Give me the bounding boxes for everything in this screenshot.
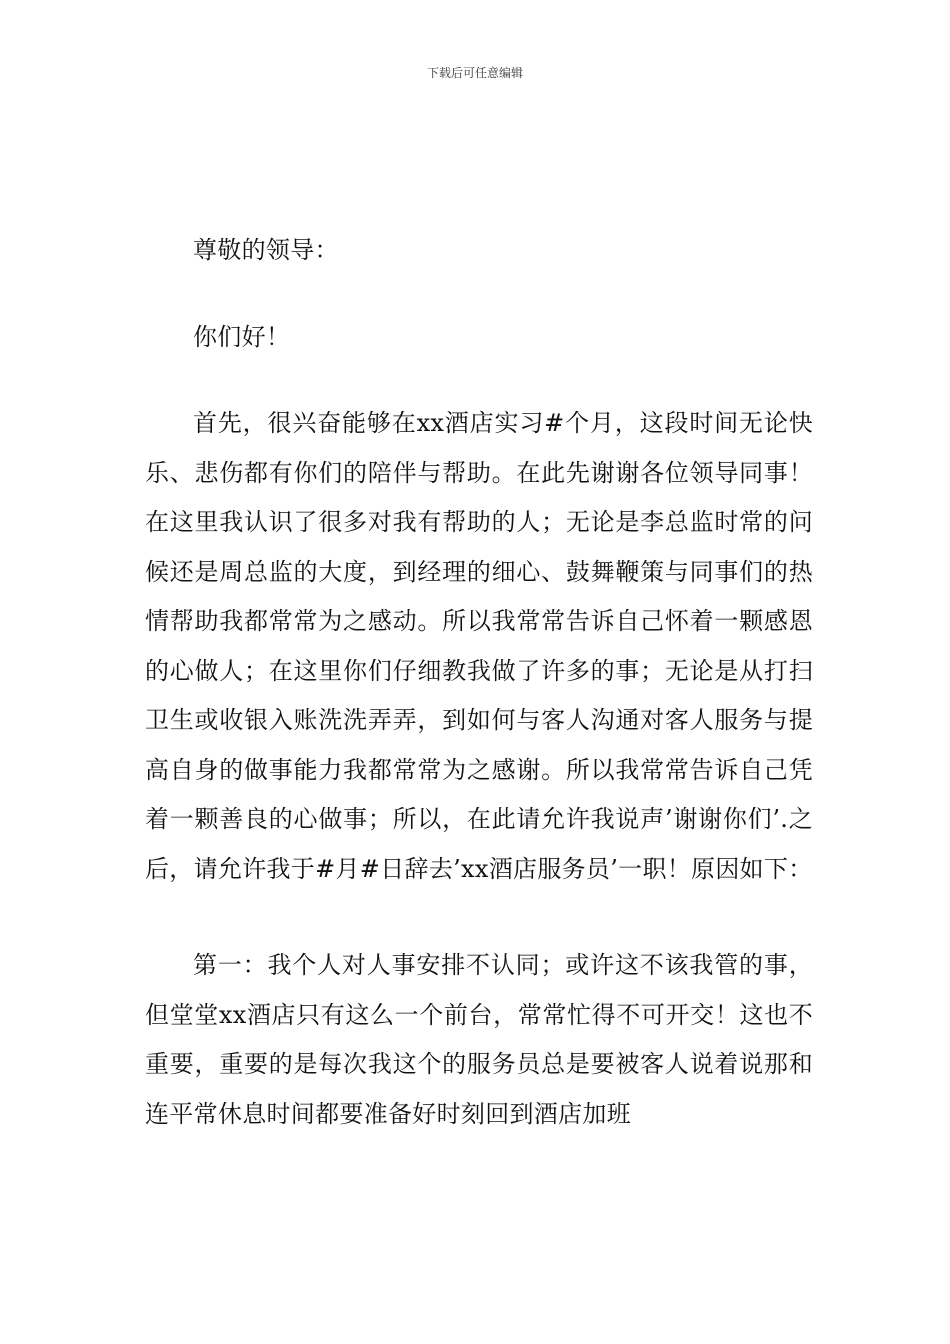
page-header-note: 下载后可任意编辑 — [426, 66, 523, 80]
letter-body — [145, 226, 813, 1139]
greeting: 你们好！ — [193, 322, 291, 351]
salutation: 尊敬的领导： — [193, 236, 339, 264]
paragraph-intro: 首先，很兴奋能够在xx酒店实习#个月，这段时间无论快乐、悲伤都有你们的陪伴与帮助。在此先谢谢各位领导同事！在这里我认识了很多对我有帮助的人；无论是李总监时常的问候还是周总监的大度，到经理的细心、鼓舞鞭策与同事们的热情帮助我都常常为之感动。所以我常常告诉自己怀着一颗感恩的心做人；在这里你们仔细教我做了许多的事；无论是从打扫卫生或收银入账洗洗弄弄，到如何与客人沟通对客人服务与提高自身的做事能力我都常常为之感谢。所以我常常告诉自己凭着一颗善良的心做事；所以，在此请允许我说声’谢谢你们’.之后，请允许我于#月#日辞去’xx酒店服务员’一职！原因如下： — [145, 409, 813, 883]
paragraph-reason-one: 第一：我个人对人事安排不认同；或许这不该我管的事，但堂堂xx酒店只有这么一个前台，常常忙得不可开交！这也不重要，重要的是每次我这个的服务员总是要被客人说着说那和连平常休息时间都要准备好时刻回到酒店加班 — [145, 951, 813, 1128]
